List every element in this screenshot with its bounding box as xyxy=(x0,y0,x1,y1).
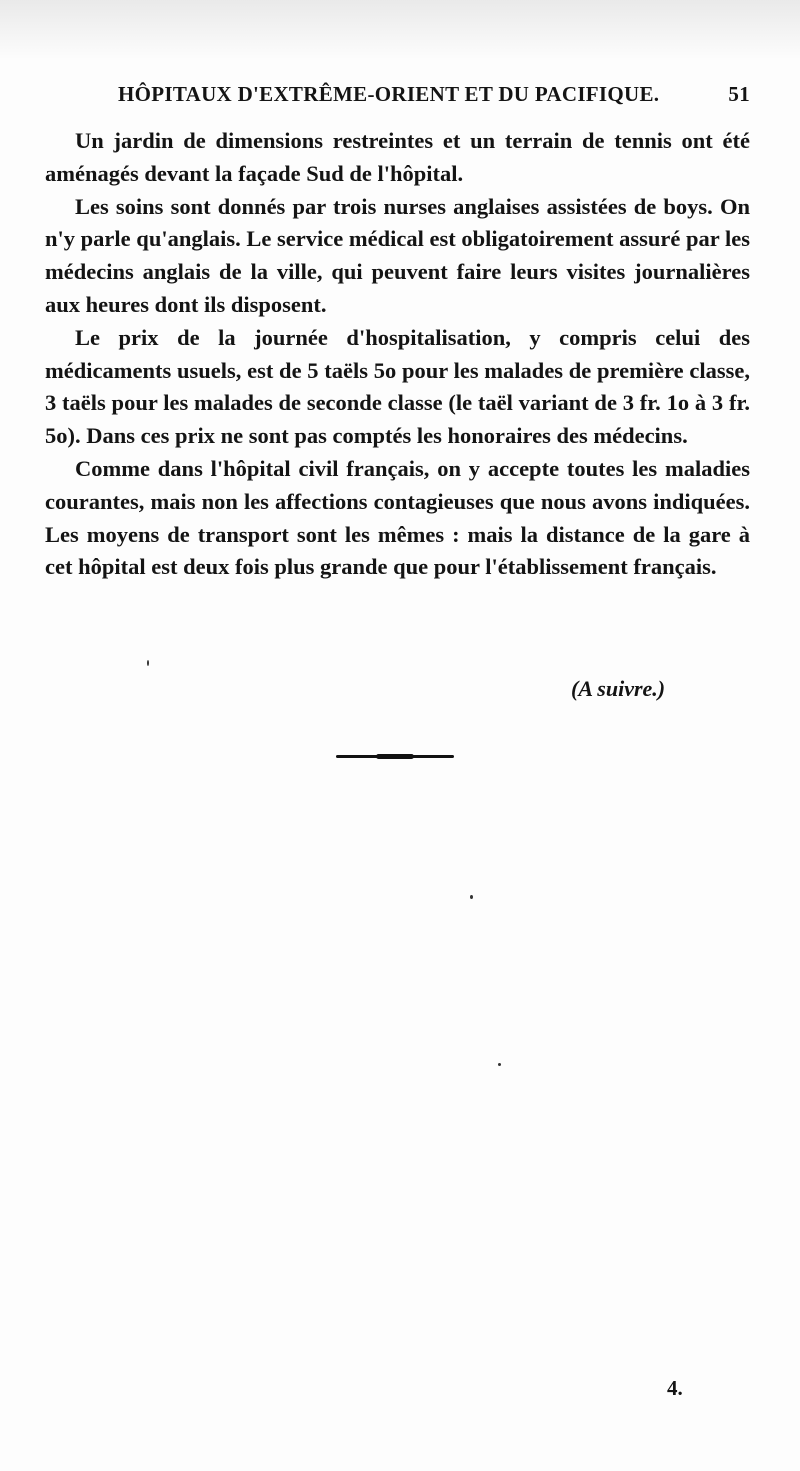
scan-speck xyxy=(147,660,149,666)
scan-speck xyxy=(470,895,473,899)
paragraph: Un jardin de dimensions restreintes et un terrain de tennis ont été aménagés devant la façade Sud de l'hôpital. xyxy=(45,128,750,186)
page-number: 51 xyxy=(728,82,750,106)
scan-speck xyxy=(498,1063,501,1066)
end-rule-divider xyxy=(336,755,454,758)
paragraph: Le prix de la journée d'hospitalisation, y compris celui des médicaments usuels, est de 5 taëls 5o pour les malades de première classe, 3 taëls pour les malades de seconde classe (le taël variant de 3 fr. 1o à 3 fr. 5o). Dans ces prix ne sont pas comptés les honoraires des médecins. xyxy=(45,324,750,449)
signature-mark: 4. xyxy=(667,1376,683,1400)
scan-shadow xyxy=(0,0,800,60)
paragraph: Comme dans l'hôpital civil français, on y accepte toutes les maladies courantes, mais non les affections contagieuses que nous avons indiquées. Les moyens de transport sont les mêmes : mais la distance de la gare à cet hôpital est deux fois plus grande que pour l'établissement français. xyxy=(45,455,750,580)
body-text xyxy=(45,125,750,584)
paragraph: Les soins sont donnés par trois nurses anglaises assistées de boys. On n'y parle qu'anglais. Le service médical est obligatoirement assuré par les médecins anglais de la ville, qui peuvent faire leurs visites journalières aux heures dont ils disposent. xyxy=(45,193,750,317)
running-title: HÔPITAUX D'EXTRÊME-ORIENT ET DU PACIFIQUE. xyxy=(118,82,660,106)
continuation-note: (A suivre.) xyxy=(571,676,666,701)
running-header xyxy=(118,82,750,112)
